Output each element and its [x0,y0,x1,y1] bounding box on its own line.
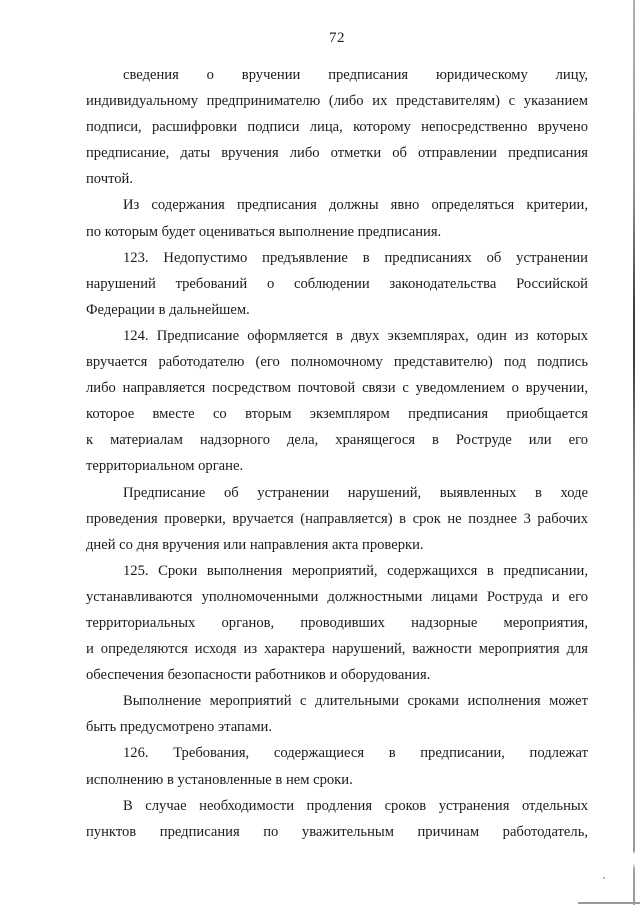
text-line: 126. Требования, содержащиеся в предписании, подлежат [123,745,588,762]
text-line: Предписание об устранении нарушений, выявленных в ходе [123,484,588,501]
text-line: и определяются исходя из характера нарушений, важности мероприятия для [86,641,588,658]
text-line: нарушений требований о соблюдении законодательства Российской [86,275,588,292]
text-line: территориальных органов, проводивших надзорные мероприятия, [86,614,588,631]
text-line: 125. Сроки выполнения мероприятий, содержащихся в предписании, [123,562,588,579]
text-line: вручается работодателю (его полномочному представителю) под подпись [86,354,588,371]
paragraph-1 [86,62,588,192]
scan-edge-bottom-artifact [578,902,640,904]
text-line: подписи, расшифровки подписи лица, которому непосредственно вручено [86,119,588,136]
paragraph-8 [86,740,588,792]
text-line: исполнению в установленные в нем сроки. [86,771,353,788]
paragraph-9 [86,793,588,845]
text-line: индивидуальному предпринимателю (либо их представителям) с указанием [86,93,588,110]
text-line: дней со дня вручения или направления акта проверки. [86,536,424,553]
text-body [86,62,588,845]
paragraph-6 [86,558,588,688]
text-line: 124. Предписание оформляется в двух экземплярах, один из которых [123,327,588,344]
scan-speck [603,877,605,879]
text-line: по которым будет оцениваться выполнение предписания. [86,223,442,240]
paragraph-5 [86,480,588,558]
text-line: быть предусмотрено этапами. [86,719,273,736]
text-line: пунктов предписания по уважительным причинам работодатель, [86,823,588,840]
text-line: устанавливаются уполномоченными должностными лицами Роструда и его [86,588,588,605]
paragraph-3 [86,245,588,323]
text-line: к материалам надзорного дела, хранящегося в Роструде или его [86,432,588,449]
paragraph-4 [86,323,588,480]
text-line: обеспечения безопасности работников и оборудования. [86,667,431,684]
page-number: 72 [329,30,345,46]
text-line: Выполнение мероприятий с длительными сроками исполнения может [123,693,588,710]
text-line: которое вместе со вторым экземпляром предписания приобщается [86,406,588,423]
text-line: Федерации в дальнейшем. [86,301,250,318]
text-line: Из содержания предписания должны явно определяться критерии, [123,197,588,214]
text-line: проведения проверки, вручается (направляется) в срок не позднее 3 рабочих [86,510,588,527]
text-line: почтой. [86,171,134,188]
text-line: либо направляется посредством почтовой связи с уведомлением о вручении, [86,380,588,397]
text-line: сведения о вручении предписания юридическому лицу, [123,67,588,83]
text-line: предписание, даты вручения либо отметки об отправлении предписания [86,145,588,162]
text-line: В случае необходимости продления сроков устранения отдельных [123,797,588,814]
paragraph-7 [86,688,588,740]
text-line: территориальном органе. [86,458,244,475]
paragraph-2 [86,192,588,244]
scan-edge-right-artifact [633,0,635,905]
text-line: 123. Недопустимо предъявление в предписаниях об устранении [123,249,588,266]
